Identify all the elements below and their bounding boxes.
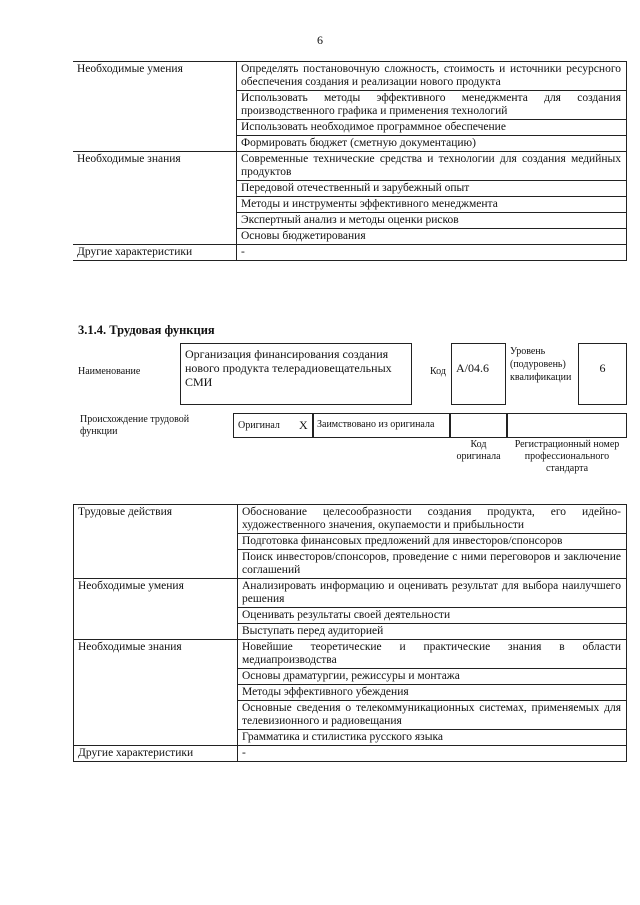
row-group-label: Необходимые умения — [74, 579, 238, 640]
row-group-label: Другие характеристики — [74, 746, 238, 762]
table-row — [73, 245, 627, 261]
requirement-item: Основы бюджетирования — [237, 229, 627, 245]
requirement-item: Передовой отечественный и зарубежный опыт — [237, 181, 627, 197]
requirement-item: Формировать бюджет (сметную документацию) — [237, 136, 627, 152]
requirement-item: Методы и инструменты эффективного менеджмента — [237, 197, 627, 213]
requirement-item: Подготовка финансовых предложений для инвесторов/спонсоров — [238, 534, 627, 550]
table-row — [73, 152, 627, 181]
requirement-item: Основы драматургии, режиссуры и монтажа — [238, 669, 627, 685]
requirement-item: Использовать необходимое программное обеспечение — [237, 120, 627, 136]
orig-code-caption: Код оригинала — [456, 439, 501, 462]
original-box — [233, 413, 313, 438]
requirements-table-top — [73, 61, 627, 261]
requirement-item: Экспертный анализ и методы оценки рисков — [237, 213, 627, 229]
code-value: А/04.6 — [456, 361, 489, 375]
row-group-label: Трудовые действия — [74, 505, 238, 579]
level-label: Уровень (подуровень) квалификации — [510, 346, 572, 383]
origin-label: Происхождение трудовой функции — [80, 414, 190, 437]
requirement-item: Анализировать информацию и оценивать результат для выбора наилучшего решения — [238, 579, 627, 608]
function-name: Организация финансирования создания нового продукта телерадиовещательных СМИ — [185, 347, 392, 389]
requirement-item: Современные технические средства и технологии для создания медийных продуктов — [237, 152, 627, 181]
table-row — [74, 505, 627, 534]
requirement-item: Грамматика и стилистика русского языка — [238, 730, 627, 746]
level-box — [578, 343, 627, 405]
requirement-item: Определять постановочную сложность, стоимость и источники ресурсного обеспечения создания и реализации нового продукта — [237, 62, 627, 91]
page-number: 6 — [317, 33, 323, 47]
original-code-box — [450, 413, 507, 438]
requirement-item: Оценивать результаты своей деятельности — [238, 608, 627, 624]
reg-number-box — [507, 413, 627, 438]
requirements-table-bottom — [73, 504, 627, 762]
borrowed-label: Заимствовано из оригинала — [317, 419, 435, 430]
table-row — [74, 746, 627, 762]
code-box — [451, 343, 506, 405]
requirement-item: Основные сведения о телекоммуникационных системах, применяемых для телевизионного и радиовещания — [238, 701, 627, 730]
requirement-item: - — [238, 746, 627, 762]
code-label: Код — [430, 366, 446, 377]
borrowed-box — [313, 413, 450, 438]
reg-number-caption: Регистрационный номер профессионального стандарта — [514, 439, 620, 474]
requirement-item: Выступать перед аудиторией — [238, 624, 627, 640]
original-label: Оригинал — [238, 420, 280, 431]
section-title: 3.1.4. Трудовая функция — [78, 323, 215, 337]
table-row — [73, 62, 627, 91]
requirement-item: Методы эффективного убеждения — [238, 685, 627, 701]
level-value: 6 — [599, 361, 606, 375]
table-row — [74, 640, 627, 669]
table-row — [74, 579, 627, 608]
row-group-label: Необходимые умения — [73, 62, 237, 152]
name-label: Наименование — [78, 366, 141, 377]
requirement-item: - — [237, 245, 627, 261]
requirement-item: Обоснование целесообразности создания продукта, его идейно-художественного значения, окупаемости и прибыльности — [238, 505, 627, 534]
original-mark: X — [299, 418, 308, 432]
row-group-label: Необходимые знания — [73, 152, 237, 245]
requirement-item: Новейшие теоретические и практические знания в области медиапроизводства — [238, 640, 627, 669]
requirement-item: Поиск инвесторов/спонсоров, проведение с ними переговоров и заключение соглашений — [238, 550, 627, 579]
row-group-label: Необходимые знания — [74, 640, 238, 746]
row-group-label: Другие характеристики — [73, 245, 237, 261]
requirement-item: Использовать методы эффективного менеджмента для создания производственного графика и применения технологий — [237, 91, 627, 120]
name-value-box — [180, 343, 412, 405]
